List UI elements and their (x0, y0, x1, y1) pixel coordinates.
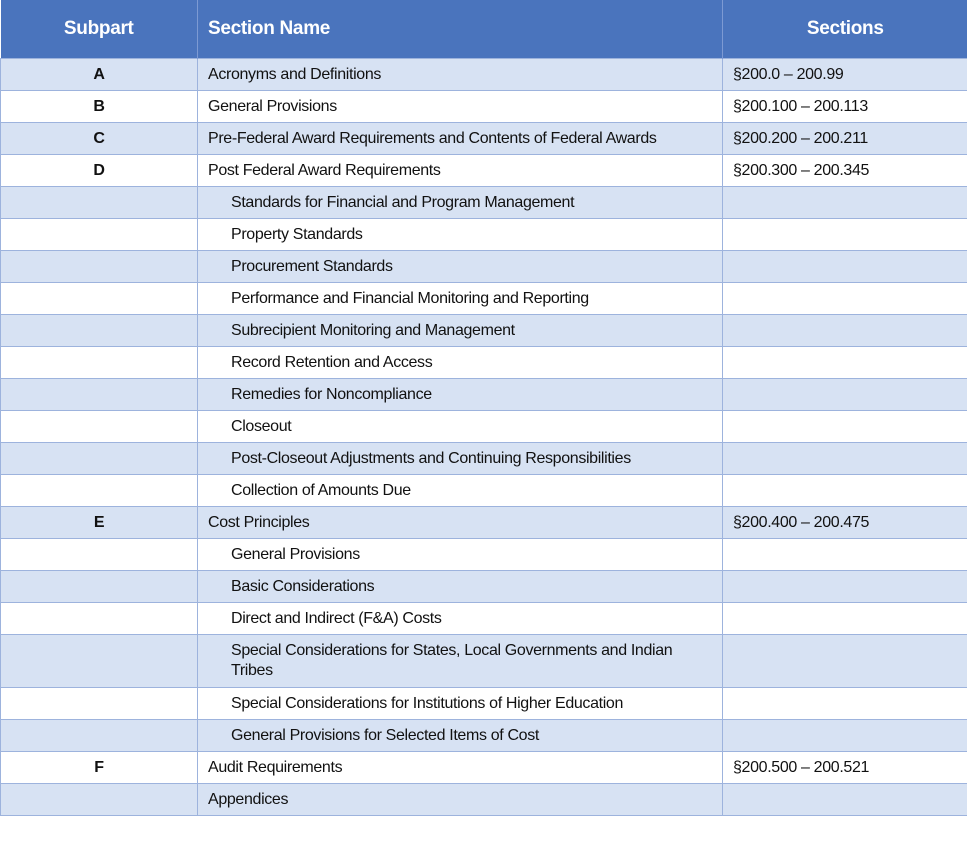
subpart-cell: F (1, 752, 198, 784)
section-name-cell: General Provisions (198, 91, 723, 123)
sections-range-cell: §200.500 – 200.521 (723, 752, 967, 784)
subpart-cell (1, 283, 198, 315)
sections-range-cell: §200.100 – 200.113 (723, 91, 967, 123)
section-name-cell: Procurement Standards (198, 251, 723, 283)
subpart-cell (1, 411, 198, 443)
table-row (1, 251, 967, 283)
subpart-cell: B (1, 91, 198, 123)
table-row (1, 155, 967, 187)
sections-range-cell: §200.400 – 200.475 (723, 507, 967, 539)
table-row (1, 507, 967, 539)
subpart-cell (1, 187, 198, 219)
table-header (1, 0, 967, 59)
sections-range-cell: §200.200 – 200.211 (723, 123, 967, 155)
section-name-cell: Standards for Financial and Program Management (198, 187, 723, 219)
column-header-sections: Sections (723, 0, 967, 59)
table-row (1, 539, 967, 571)
section-name-cell: Pre-Federal Award Requirements and Contents of Federal Awards (198, 123, 723, 155)
section-name-cell: Post Federal Award Requirements (198, 155, 723, 187)
sections-range-cell (723, 475, 967, 507)
section-name-cell: Subrecipient Monitoring and Management (198, 315, 723, 347)
subpart-cell (1, 688, 198, 720)
table-row (1, 379, 967, 411)
sections-range-cell (723, 347, 967, 379)
table-row (1, 603, 967, 635)
section-name-cell: Basic Considerations (198, 571, 723, 603)
subpart-cell (1, 315, 198, 347)
sections-range-cell (723, 187, 967, 219)
sections-range-cell: §200.300 – 200.345 (723, 155, 967, 187)
section-name-cell: Performance and Financial Monitoring and Reporting (198, 283, 723, 315)
subpart-cell (1, 603, 198, 635)
column-header-subpart: Subpart (1, 0, 198, 59)
table-row (1, 219, 967, 251)
sections-range-cell (723, 688, 967, 720)
table-row (1, 59, 967, 91)
subpart-cell (1, 379, 198, 411)
section-name-cell: Cost Principles (198, 507, 723, 539)
section-name-cell: General Provisions for Selected Items of Cost (198, 720, 723, 752)
sections-range-cell (723, 720, 967, 752)
table-row (1, 411, 967, 443)
section-name-cell: Audit Requirements (198, 752, 723, 784)
table-row (1, 635, 967, 688)
table-row (1, 123, 967, 155)
section-name-cell: Post-Closeout Adjustments and Continuing Responsibilities (198, 443, 723, 475)
section-name-cell: Record Retention and Access (198, 347, 723, 379)
sections-range-cell (723, 635, 967, 688)
sections-range-cell (723, 539, 967, 571)
table-row (1, 571, 967, 603)
sections-range-cell (723, 571, 967, 603)
sections-range-cell (723, 379, 967, 411)
subpart-cell (1, 347, 198, 379)
table-row (1, 784, 967, 816)
sections-range-cell (723, 315, 967, 347)
subpart-cell (1, 251, 198, 283)
sections-range-cell (723, 603, 967, 635)
subpart-cell (1, 219, 198, 251)
subpart-cell (1, 635, 198, 688)
section-name-cell: Special Considerations for States, Local Governments and Indian Tribes (198, 635, 723, 688)
subpart-cell: C (1, 123, 198, 155)
sections-range-cell (723, 219, 967, 251)
subpart-cell (1, 571, 198, 603)
section-name-cell: Direct and Indirect (F&A) Costs (198, 603, 723, 635)
sections-range-cell (723, 251, 967, 283)
table-row (1, 752, 967, 784)
table-row (1, 720, 967, 752)
sections-range-cell (723, 411, 967, 443)
subpart-cell: E (1, 507, 198, 539)
table-row (1, 187, 967, 219)
table-row (1, 347, 967, 379)
sections-range-cell (723, 283, 967, 315)
subpart-cell (1, 720, 198, 752)
section-name-cell: Closeout (198, 411, 723, 443)
section-name-cell: Acronyms and Definitions (198, 59, 723, 91)
subpart-cell (1, 443, 198, 475)
table-row (1, 91, 967, 123)
sections-range-cell (723, 443, 967, 475)
subpart-cell (1, 475, 198, 507)
sections-range-cell (723, 784, 967, 816)
subpart-cell: A (1, 59, 198, 91)
table-row (1, 315, 967, 347)
section-name-cell: Remedies for Noncompliance (198, 379, 723, 411)
subpart-cell: D (1, 155, 198, 187)
table-body (1, 59, 967, 816)
table-row (1, 283, 967, 315)
column-header-section-name: Section Name (198, 0, 723, 59)
section-name-cell: Collection of Amounts Due (198, 475, 723, 507)
table-row (1, 443, 967, 475)
subpart-cell (1, 784, 198, 816)
header-row (1, 0, 967, 59)
sections-range-cell: §200.0 – 200.99 (723, 59, 967, 91)
table-row (1, 475, 967, 507)
section-name-cell: Property Standards (198, 219, 723, 251)
section-name-cell: Special Considerations for Institutions of Higher Education (198, 688, 723, 720)
subpart-cell (1, 539, 198, 571)
section-name-cell: Appendices (198, 784, 723, 816)
table-row (1, 688, 967, 720)
section-name-cell: General Provisions (198, 539, 723, 571)
